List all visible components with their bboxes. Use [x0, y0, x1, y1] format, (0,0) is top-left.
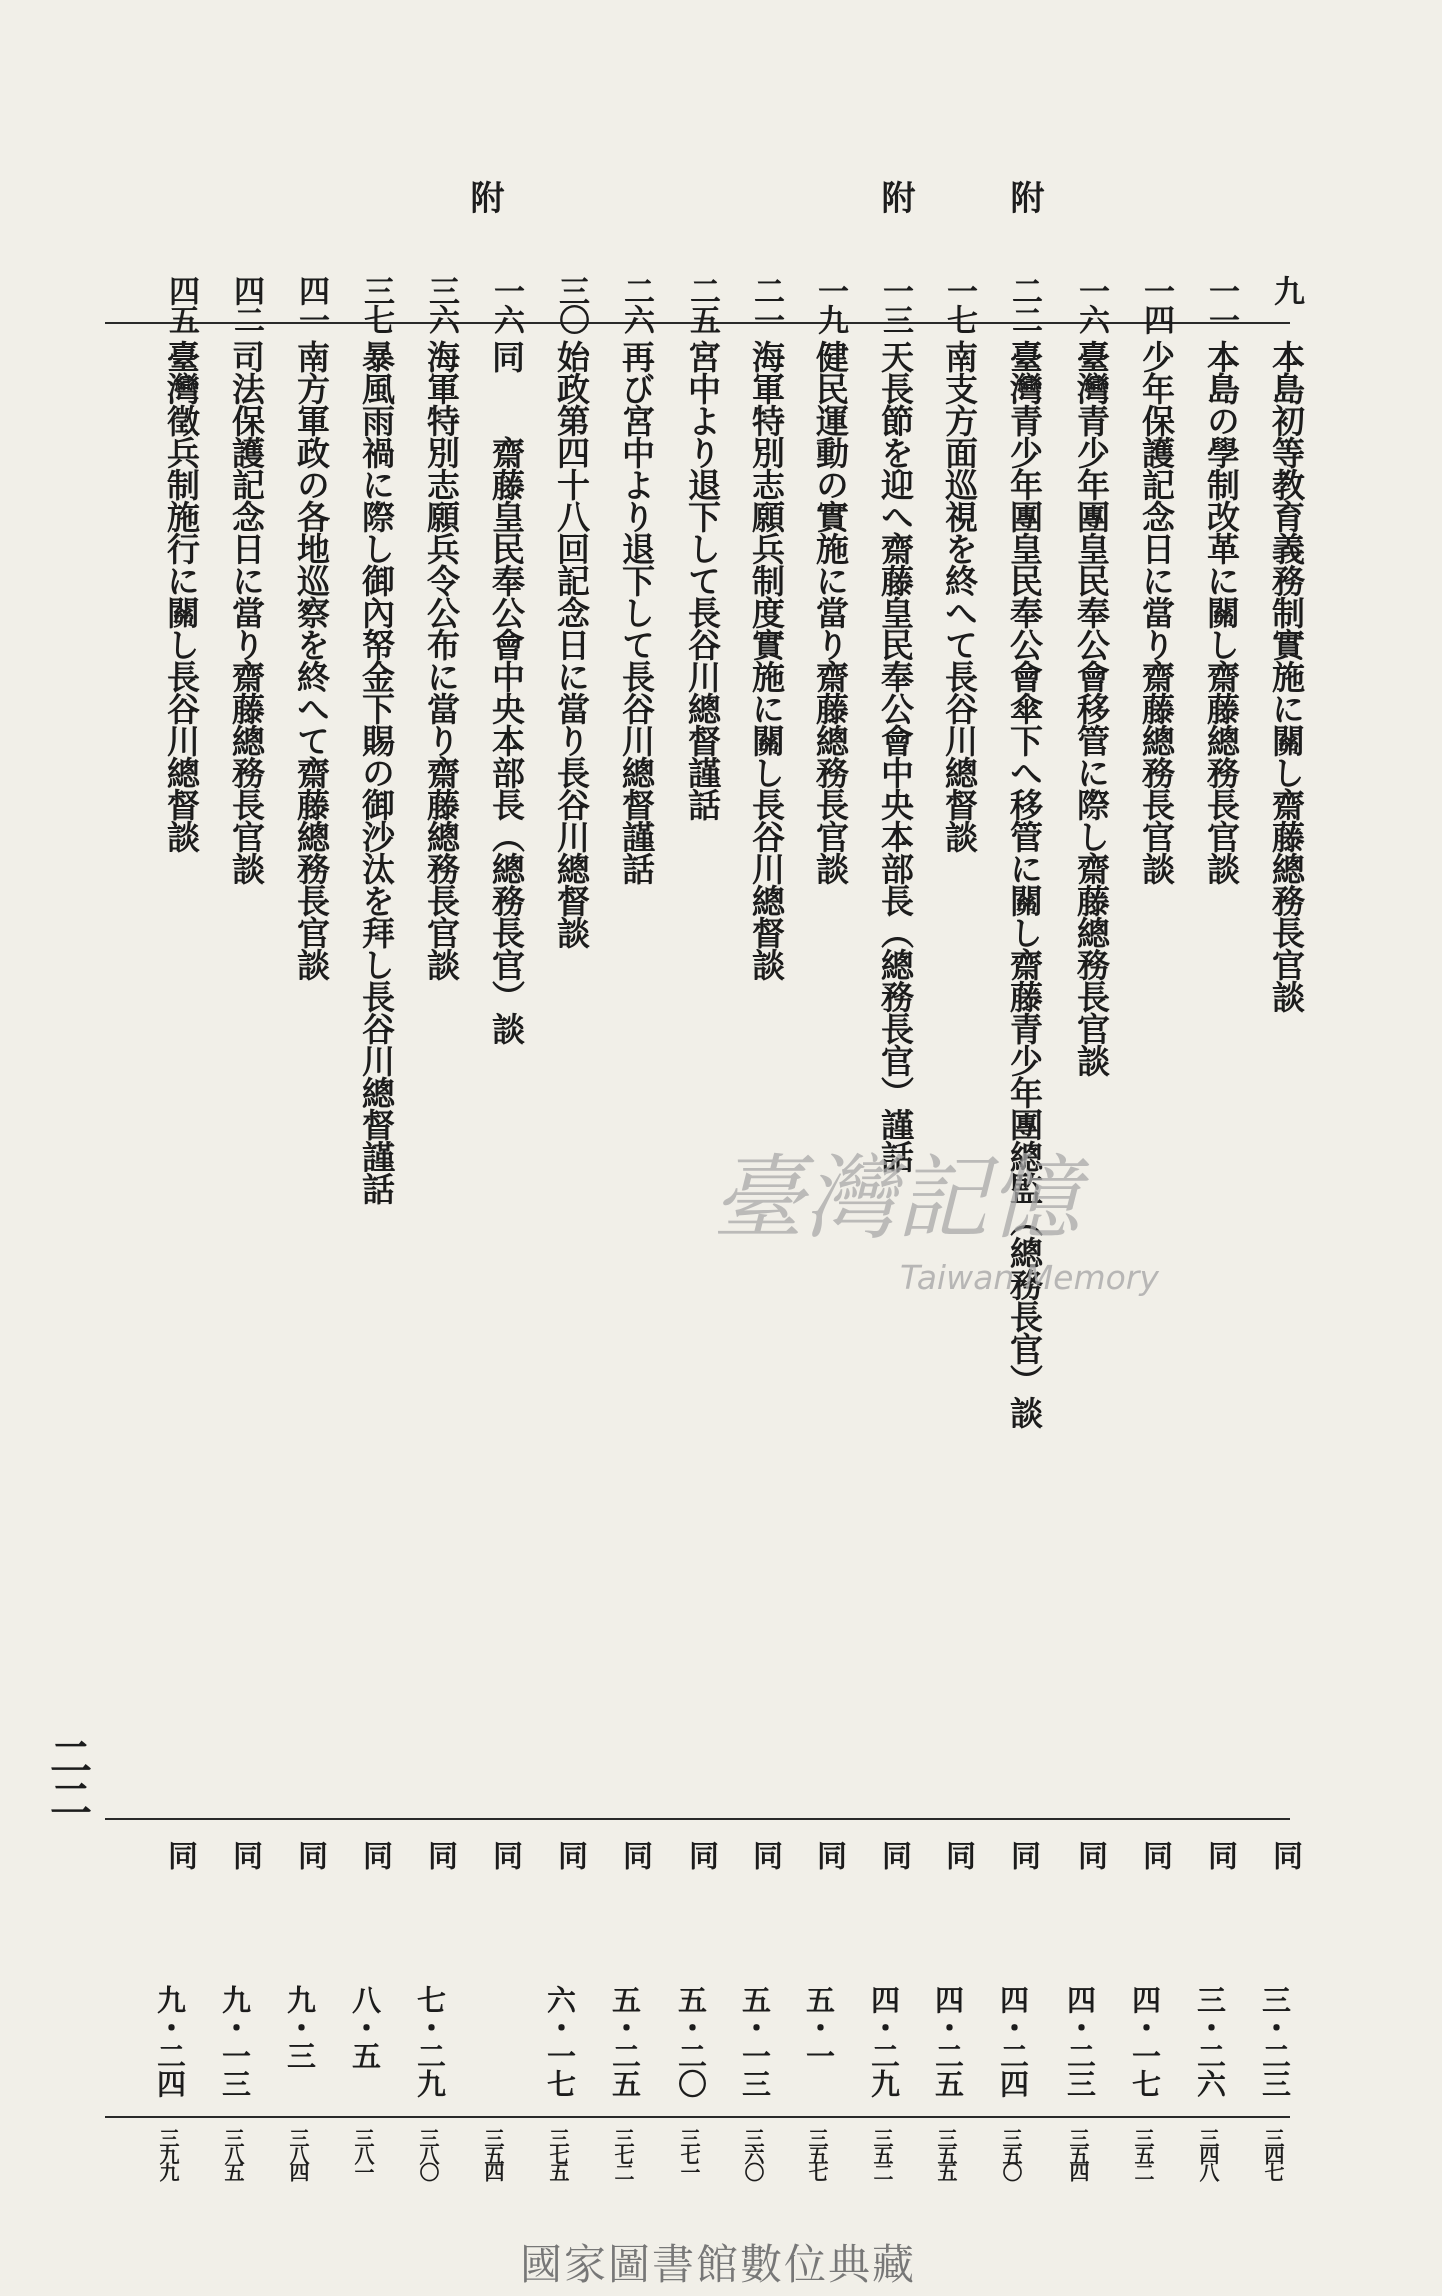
entry-date: 七・二九	[413, 1985, 447, 2097]
entry-number: 一六	[488, 275, 524, 333]
entry-page: 三八五	[221, 2128, 245, 2179]
entry-date: 九・一三	[218, 1985, 252, 2097]
footer-credit: 國家圖書館數位典藏	[520, 2240, 917, 2289]
entry-date: 六・一七	[543, 1985, 577, 2097]
entry-page: 三八一	[351, 2128, 375, 2179]
entry-number: 二一	[748, 275, 784, 333]
entry-title: 始政第四十八回記念日に當り長谷川總督談	[552, 340, 591, 948]
entry-page: 三四八	[1196, 2128, 1220, 2179]
entry-title: 再び宮中より退下して長谷川總督謹話	[617, 340, 656, 884]
entry-number: 四一	[293, 275, 329, 333]
entry-date: 四・二四	[996, 1985, 1030, 2097]
middle-rule	[105, 1818, 1290, 1820]
entry-title: 少年保護記念日に當り齋藤總務長官談	[1137, 340, 1176, 884]
entry-ditto: 同	[940, 1840, 975, 1870]
entry-date: 四・二五	[931, 1985, 965, 2097]
entry-page: 三五〇	[999, 2128, 1023, 2179]
entry-title: 海軍特別志願兵制度實施に關し長谷川總督談	[747, 340, 786, 980]
entry-ditto: 同	[1267, 1840, 1302, 1870]
entry-ditto: 同	[357, 1840, 392, 1870]
watermark-logo-en: Taiwan Memory	[900, 1258, 1159, 1297]
entry-page: 三六〇	[741, 2128, 765, 2179]
entry-ditto: 同	[1137, 1840, 1172, 1870]
entry-date: 四・二九	[867, 1985, 901, 2097]
entry-page: 三五七	[805, 2128, 829, 2179]
entry-number: 四五	[163, 275, 199, 333]
watermark-logo: 臺灣記憶	[712, 1145, 1081, 1252]
entry-page: 三九九	[156, 2128, 180, 2179]
entry-number: 一六	[1073, 275, 1109, 333]
entry-number: 三〇	[553, 275, 589, 333]
entry-date: 三・二三	[1258, 1985, 1292, 2097]
entry-number: 三七	[358, 275, 394, 333]
entry-ditto: 同	[617, 1840, 652, 1870]
entry-title: 同 齋藤皇民奉公會中央本部長（總務長官）談	[487, 340, 526, 1044]
entry-number: 二二	[1006, 275, 1042, 333]
entry-title: 南支方面巡視を終へて長谷川總督談	[940, 340, 979, 852]
entry-page: 三五二	[1131, 2128, 1155, 2179]
entry-ditto: 同	[1202, 1840, 1237, 1870]
entry-number: 一七	[941, 275, 977, 333]
entry-page: 三七一	[677, 2128, 701, 2179]
entry-number: 一一	[1203, 275, 1239, 333]
entry-title: 健民運動の實施に當り齋藤總務長官談	[811, 340, 850, 884]
entry-page: 三五四	[481, 2128, 505, 2179]
entry-date: 五・一三	[738, 1985, 772, 2097]
entry-ditto: 同	[811, 1840, 846, 1870]
entry-ditto: 同	[292, 1840, 327, 1870]
entry-number: 九	[1268, 275, 1304, 304]
entry-page: 三七二	[611, 2128, 635, 2179]
entry-ditto: 同	[487, 1840, 522, 1870]
entry-ditto: 同	[1005, 1840, 1040, 1870]
entry-page: 三五四	[1066, 2128, 1090, 2179]
entry-number: 三六	[423, 275, 459, 333]
entry-page: 三八〇	[416, 2128, 440, 2179]
annex-mark: 附	[875, 180, 915, 214]
entry-ditto: 同	[683, 1840, 718, 1870]
entry-date: 四・二三	[1063, 1985, 1097, 2097]
entry-page: 三四七	[1261, 2128, 1285, 2179]
entry-date: 五・一	[802, 1985, 836, 2069]
entry-title: 司法保護記念日に當り齋藤總務長官談	[227, 340, 266, 884]
entry-ditto: 同	[422, 1840, 457, 1870]
entry-title: 南方軍政の各地巡察を終へて齋藤總務長官談	[292, 340, 331, 980]
entry-ditto: 同	[876, 1840, 911, 1870]
entry-title: 臺灣徵兵制施行に關し長谷川總督談	[162, 340, 201, 852]
entry-number: 一四	[1138, 275, 1174, 333]
entry-title: 宮中より退下して長谷川總督謹話	[683, 340, 722, 820]
annex-mark: 附	[464, 180, 504, 214]
entry-number: 一九	[812, 275, 848, 333]
entry-title: 臺灣青少年團皇民奉公會傘下へ移管に關し齋藤青少年團總監（總務長官）談	[1005, 340, 1044, 1428]
entry-ditto: 同	[1072, 1840, 1107, 1870]
entry-date: 九・二四	[153, 1985, 187, 2097]
entry-number: 四二	[228, 275, 264, 333]
entry-date: 三・二六	[1193, 1985, 1227, 2097]
entry-title: 天長節を迎へ齋藤皇民奉公會中央本部長（總務長官）謹話	[876, 340, 915, 1172]
entry-ditto: 同	[552, 1840, 587, 1870]
entry-date: 五・二〇	[674, 1985, 708, 2097]
entry-date: 五・二五	[608, 1985, 642, 2097]
entry-title: 暴風雨禍に際し御內帑金下賜の御沙汰を拜し長谷川總督謹話	[357, 340, 396, 1204]
entry-title: 臺灣青少年團皇民奉公會移管に際し齋藤總務長官談	[1072, 340, 1111, 1076]
entry-ditto: 同	[747, 1840, 782, 1870]
entry-number: 二五	[684, 275, 720, 333]
entry-date: 四・一七	[1128, 1985, 1162, 2097]
entry-date: 九・三	[283, 1985, 317, 2069]
entry-title: 本島初等教育義務制實施に關し齋藤總務長官談	[1267, 340, 1306, 1012]
entry-page: 三五五	[934, 2128, 958, 2179]
entry-title: 海軍特別志願兵令公布に當り齋藤總務長官談	[422, 340, 461, 980]
entry-ditto: 同	[227, 1840, 262, 1870]
entry-number: 二六	[618, 275, 654, 333]
bottom-rule	[105, 2116, 1290, 2118]
annex-mark: 附	[1004, 180, 1044, 214]
page-number: 二二	[44, 1735, 93, 1819]
entry-number: 一三	[877, 275, 913, 333]
entry-date: 八・五	[348, 1985, 382, 2069]
entry-title: 本島の學制改革に關し齋藤總務長官談	[1202, 340, 1241, 884]
entry-page: 三五二	[870, 2128, 894, 2179]
entry-page: 三八四	[286, 2128, 310, 2179]
entry-ditto: 同	[162, 1840, 197, 1870]
entry-page: 三七五	[546, 2128, 570, 2179]
